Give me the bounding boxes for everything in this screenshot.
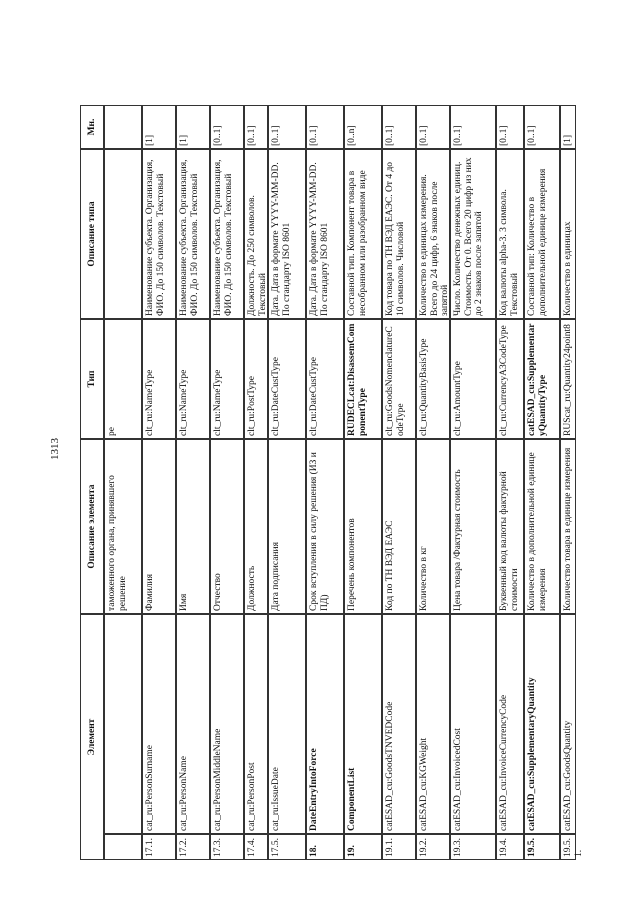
cell-type-description: Код валюты alpha-3. 3 символа. Текстовый (496, 149, 524, 319)
cell-element: catESAD_cu:GoodsTNVEDCode (382, 614, 416, 834)
cell-type: RUScat_ru:Quantity24point8 (560, 319, 576, 439)
cell-type: clt_ru:AmountType (450, 319, 496, 439)
cell-type: catESAD_cu:SupplementaryQuantityType (524, 319, 560, 439)
cell-mult: [0..n] (344, 105, 382, 149)
cell-type-description: Код товара по ТН ВЭД ЕАЭС. От 4 до 10 символов. Числовой (382, 149, 416, 319)
cell-type: clt_ru:NameType (142, 319, 176, 439)
cell-description: Количество в кг (416, 439, 450, 614)
cell-num: 17.1. (142, 834, 176, 860)
cell-num: 19.5. (524, 834, 560, 860)
cell-type: clt_ru:DateCustType (268, 319, 306, 439)
table-row (176, 70, 210, 860)
cell-type-description (104, 149, 142, 319)
cell-mult: [0..1] (244, 105, 268, 149)
table-row (524, 70, 560, 860)
cell-type-description: Число. Количество денежных единиц. Стоимость. От 0. Всего 20 цифр из них до 2 знаков после запятой (450, 149, 496, 319)
header-element: Элемент (80, 614, 104, 860)
cell-type: clt_ru:GoodsNomenclatureCodeType (382, 319, 416, 439)
cell-type-description: Дата. Дата в формате YYYY-MM-DD. По стандарту ISO 8601 (268, 149, 306, 319)
cell-type-description: Наименование субъекта. Организация, ФИО. До 150 символов. Текстовый (176, 149, 210, 319)
table-row (450, 70, 496, 860)
cell-num: 19. (344, 834, 382, 860)
header-multiplicity: Мн. (80, 105, 104, 149)
cell-element: catESAD_cu:InvoiceCurrencyCode (496, 614, 524, 834)
cell-description: таможенного органа, принявшего решение (104, 439, 142, 614)
cell-mult: [0..1] (416, 105, 450, 149)
cell-description: Дата подписания (268, 439, 306, 614)
cell-num: 17.2. (176, 834, 210, 860)
cell-description: Срок вступления в силу решения (ИЗ и ПД) (306, 439, 344, 614)
cell-description: Цена товара /Фактурная стоимость (450, 439, 496, 614)
table-row (306, 70, 344, 860)
cell-element: catESAD_cu:InvoicedCost (450, 614, 496, 834)
cell-mult: [0..1] (306, 105, 344, 149)
table-row (344, 70, 382, 860)
cell-mult: [0..1] (450, 105, 496, 149)
cell-type-description: Количество в единицах (560, 149, 576, 319)
table-row (560, 70, 584, 860)
cell-element: catESAD_cu:KGWeight (416, 614, 450, 834)
cell-description: Буквенный код валюты фактурной стоимости (496, 439, 524, 614)
cell-element: catESAD_cu:SupplementaryQuantity (524, 614, 560, 834)
table-row (210, 70, 244, 860)
cell-type-description: Количество в единицах измерения. Всего до 24 цифр, 6 знаков после запятой (416, 149, 450, 319)
cell-type: clt_ru:CurrencyA3CodeType (496, 319, 524, 439)
table-row (244, 70, 268, 860)
cell-num: 17.5. (268, 834, 306, 860)
cell-description: Должность (244, 439, 268, 614)
cell-element: cat_ru:IssueDate (268, 614, 306, 834)
cell-description: Количество товара в единице измерения (560, 439, 576, 614)
cell-element: ComponentList (344, 614, 382, 834)
cell-type-description: Составной тип: Количество в дополнительной единице измерения (524, 149, 560, 319)
cell-description: Количество в дополнительной единице измерения (524, 439, 560, 614)
cell-mult (104, 105, 142, 149)
cell-mult: [1] (560, 105, 576, 149)
table-row (268, 70, 306, 860)
cell-type: clt_ru:PostType (244, 319, 268, 439)
cell-mult: [0..1] (496, 105, 524, 149)
cell-type: RUDECLcat:DisassemComponentType (344, 319, 382, 439)
cell-mult: [0..1] (210, 105, 244, 149)
cell-type: clt_ru:NameType (210, 319, 244, 439)
cell-element (104, 614, 142, 834)
cell-num: 19.4. (496, 834, 524, 860)
cell-type-description: Должность. До 250 символов. Текстовый (244, 149, 268, 319)
cell-type: clt_ru:DateCustType (306, 319, 344, 439)
cell-mult: [0..1] (524, 105, 560, 149)
cell-num: 19.5.1. (560, 834, 576, 860)
cell-mult: [1] (176, 105, 210, 149)
table-row (416, 70, 450, 860)
cell-num: 18. (306, 834, 344, 860)
cell-type: clt_ru:NameType (176, 319, 210, 439)
header-description: Описание элемента (80, 439, 104, 614)
cell-num: 19.3. (450, 834, 496, 860)
cell-num: 19.2. (416, 834, 450, 860)
header-type-description: Описание типа (80, 149, 104, 319)
cell-description: Отчество (210, 439, 244, 614)
cell-element: cat_ru:PersonName (176, 614, 210, 834)
table-header-row (80, 70, 104, 860)
header-type: Тип (80, 319, 104, 439)
cell-description: Код по ТН ВЭД ЕАЭС (382, 439, 416, 614)
cell-mult: [1] (142, 105, 176, 149)
cell-description: Имя (176, 439, 210, 614)
table-row (104, 70, 142, 860)
cell-element: DateEntryIntoForce (306, 614, 344, 834)
table-row (142, 70, 176, 860)
cell-element: cat_ru:PersonPost (244, 614, 268, 834)
cell-type-description: Наименование субъекта. Организация, ФИО. До 150 символов. Текстовый (210, 149, 244, 319)
cell-type-description: Дата. Дата в формате YYYY-MM-DD. По стандарту ISO 8601 (306, 149, 344, 319)
cell-mult: [0..1] (268, 105, 306, 149)
table-row (382, 70, 416, 860)
page-number: 1313 (49, 438, 61, 460)
cell-mult: [0..1] (382, 105, 416, 149)
cell-element: catESAD_cu:GoodsQuantity (560, 614, 576, 834)
cell-num: 19.1. (382, 834, 416, 860)
cell-type-description: Наименование субъекта. Организация, ФИО. До 150 символов. Текстовый (142, 149, 176, 319)
cell-description: Фамилия (142, 439, 176, 614)
cell-num: 17.4. (244, 834, 268, 860)
rotated-table-container (80, 70, 584, 860)
cell-element: cat_ru:PersonMiddleName (210, 614, 244, 834)
cell-type: ре (104, 319, 142, 439)
cell-num (104, 834, 142, 860)
cell-type: clt_ru:QuantityBasisType (416, 319, 450, 439)
cell-element: cat_ru:PersonSurname (142, 614, 176, 834)
table-row (496, 70, 524, 860)
cell-type-description: Составной тип. Компонент товара в несобранном или разобранном виде (344, 149, 382, 319)
cell-description: Перечень компонентов (344, 439, 382, 614)
cell-num: 17.3. (210, 834, 244, 860)
